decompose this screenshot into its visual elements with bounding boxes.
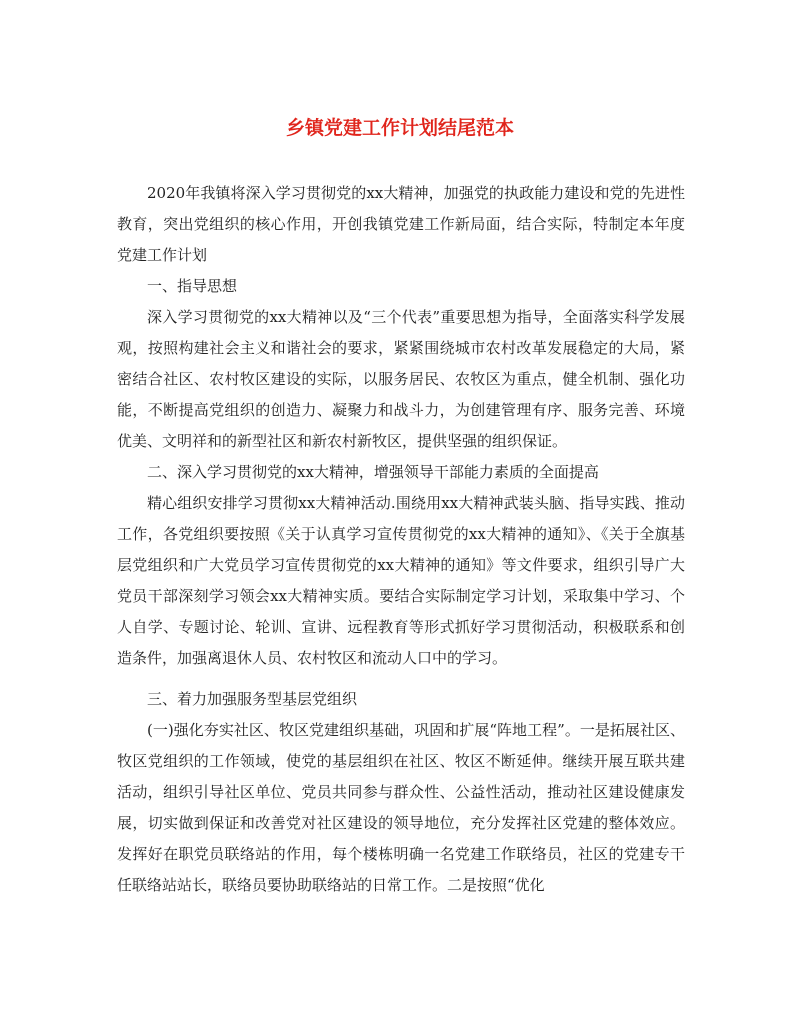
section-heading-study: 二、深入学习贯彻党的xx大精神，增强领导干部能力素质的全面提高	[147, 463, 599, 481]
section-heading-guiding-ideology: 一、指导思想	[147, 277, 238, 295]
section-body-service-party: (一)强化夯实社区、牧区党建组织基础，巩固和扩展“阵地工程”。一是拓展社区、牧区党组织的工作领域，使党的基层组织在社区、牧区不断延伸。继续开展互联共建活动，组织引导社区单位、党员共同参与群众性、公益性活动，推动社区建设健康发展，切实做到保证和改善党对社区建设的领导地位，充分发挥社区党建的整体效应。发挥好在职党员联络站的作用，每个楼栋明确一名党建工作联络员，社区的党建专干任联络站站长，联络员要协助联络站的日常工作。二是按照“优化	[117, 721, 685, 894]
section-body-study: 精心组织安排学习贯彻xx大精神活动.围绕用xx大精神武装头脑、指导实践、推动工作，各党组织要按照《关于认真学习宣传贯彻党的xx大精神的通知》、《关于全旗基层党组织和广大党员学习宣传贯彻党的xx大精神的通知》等文件要求，组织引导广大党员干部深刻学习领会xx大精神实质。要结合实际制定学习计划，采取集中学习、个人自学、专题讨论、轮训、宣讲、远程教育等形式抓好学习贯彻活动，积极联系和创造条件，加强离退休人员、农村牧区和流动人口中的学习。	[117, 494, 685, 667]
document-title: 乡镇党建工作计划结尾范本	[285, 117, 514, 139]
section-heading-service-party: 三、着力加强服务型基层党组织	[147, 690, 358, 708]
section-body-guiding-ideology: 深入学习贯彻党的xx大精神以及“三个代表”重要思想为指导，全面落实科学发展观，按照构建社会主义和谐社会的要求，紧紧围绕城市农村改革发展稳定的大局，紧密结合社区、农村牧区建设的实际，以服务居民、农牧区为重点，健全机制、强化功能，不断提高党组织的创造力、凝聚力和战斗力，为创建管理有序、服务完善、环境优美、文明祥和的新型社区和新农村新牧区，提供坚强的组织保证。	[117, 308, 685, 450]
document-body	[117, 178, 685, 901]
paragraph-gap	[117, 674, 685, 684]
intro-paragraph: 2020年我镇将深入学习贯彻党的xx大精神，加强党的执政能力建设和党的先进性教育，突出党组织的核心作用，开创我镇党建工作新局面，结合实际，特制定本年度党建工作计划	[117, 184, 685, 264]
